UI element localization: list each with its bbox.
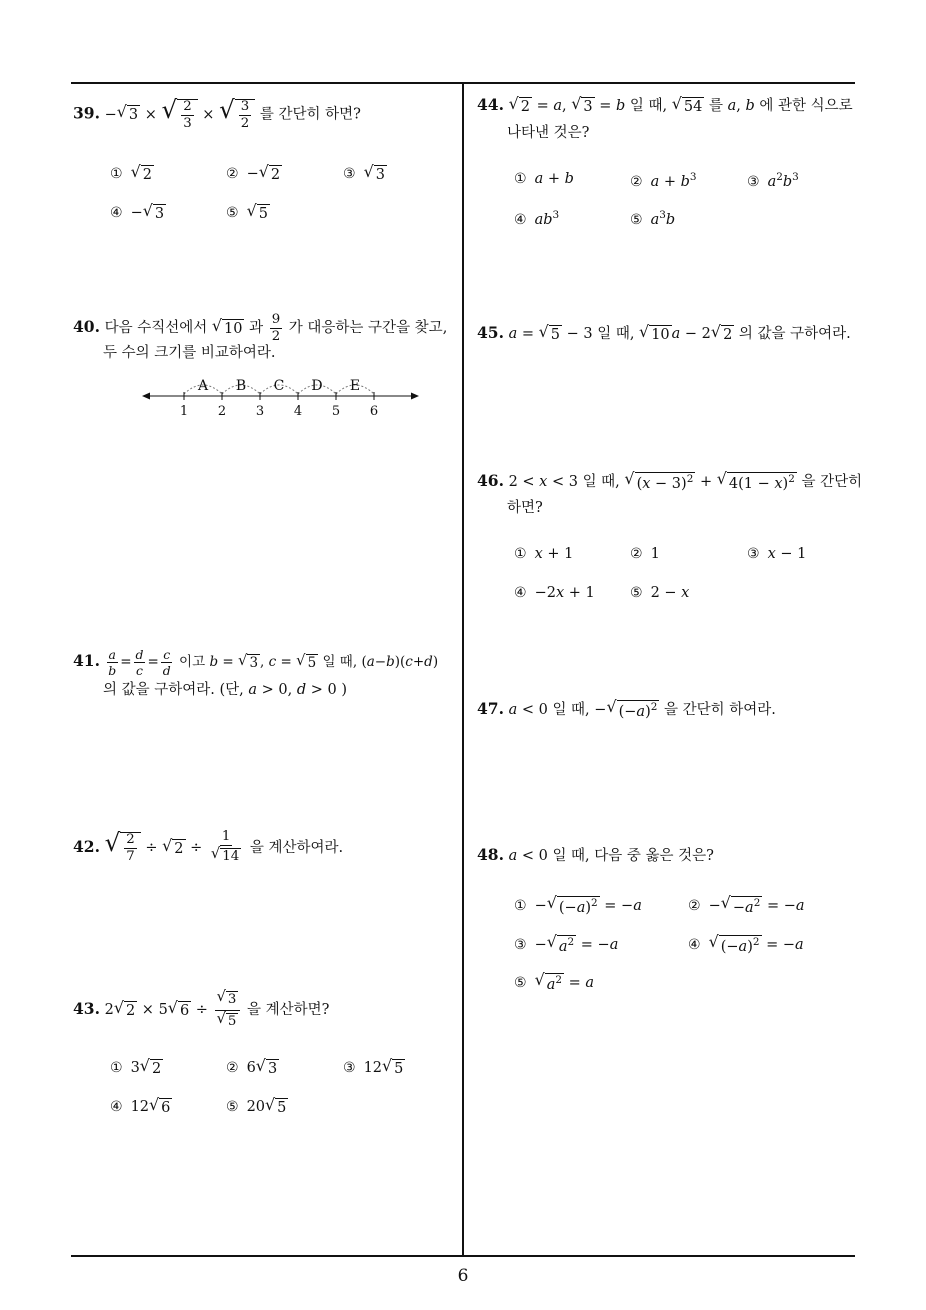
question-41-line2: 의 값을 구하여라. (단, a > 0, d > 0 ) [103, 682, 348, 698]
choice-4: ④ −2x + 1 [514, 585, 595, 601]
choice-1: ① 3 √ 2 [110, 1056, 162, 1077]
tick-label: 1 [179, 404, 189, 419]
question-number: 48. [477, 845, 504, 864]
choice-4: ④ $ab^3$ [514, 209, 560, 228]
question-41: 41. $\frac{a}{b}$ = $\frac{d}{c}$ = $\frac{c}{d}$ 이고 b = √ 3 , c = √ 5 일 때, (a−b)(c+d) [73, 646, 439, 678]
tick-label: 3 [255, 404, 265, 419]
choice-3: ③ √ 3 [343, 162, 385, 183]
choice-4: ④ 12 √ 6 [110, 1095, 171, 1116]
choice-1: ① √ 2 [110, 162, 152, 183]
question-number: 44. [477, 95, 504, 114]
choice-1: ① x + 1 [514, 546, 574, 562]
choice-3: ③ − √ $a^2$ = −a [514, 932, 619, 955]
question-number: 46. [477, 471, 504, 490]
interval-label-a: A [197, 378, 209, 394]
choice-3: ③ x − 1 [747, 546, 807, 562]
choice-3: ③ 12 √ 5 [343, 1056, 404, 1077]
interval-label-c: C [273, 378, 285, 394]
question-number: 45. [477, 323, 504, 342]
question-44: 44. √ 2 = a, √ 3 = b 일 때, √ 54 를 a, b 에 관한 식으로 [477, 93, 853, 115]
interval-label-d: D [311, 378, 323, 394]
tick-label: 6 [369, 404, 379, 419]
choice-5: ⑤ 2 − x [630, 585, 690, 601]
question-48: 48. a < 0 일 때, 다음 중 옳은 것은? [477, 845, 714, 864]
choice-5: ⑤ √ 5 [226, 201, 268, 222]
question-number: 43. [73, 999, 100, 1019]
question-text: 를 간단히 하면? [259, 106, 361, 123]
interval-label-e: E [349, 378, 361, 394]
choice-3: ③ $a^2b^3$ [747, 171, 799, 190]
tick-label: 4 [293, 404, 303, 419]
choice-1: ① a + b [514, 171, 574, 187]
question-46-line2: 하면? [507, 500, 543, 516]
choice-2: ② $a + b^3$ [630, 171, 697, 190]
choice-2: ② 1 [630, 546, 660, 562]
interval-label-b: B [235, 378, 247, 394]
choice-5: ⑤ 20 √ 5 [226, 1095, 287, 1116]
page-number: 6 [457, 1266, 469, 1286]
choice-4: ④ √ $(-a)^2$ = −a [688, 932, 804, 955]
question-40: 40. 다음 수직선에서 √ 10 과 $\frac{9}{2}$ 가 대응하는 구간을 찾고, [73, 311, 448, 344]
question-40-line2: 두 수의 크기를 비교하여라. [103, 345, 276, 361]
question-number: 47. [477, 699, 504, 718]
choice-2: ② 6 √ 3 [226, 1056, 278, 1077]
question-number: 41. [73, 651, 100, 670]
choice-1: ① − √ $(-a)^2$ = −a [514, 893, 642, 916]
question-47: 47. a < 0 일 때, − √ $(-a)^2$ 을 간단히 하여라. [477, 697, 776, 720]
choice-5: ⑤ $a^3b$ [630, 209, 676, 228]
question-42: 42. √ $\frac{2}{7}$ ÷ √ 2 ÷ 1 √ 14 을 계산하여라. [73, 828, 344, 865]
tick-label: 2 [217, 404, 227, 419]
question-number: 39. [73, 103, 100, 123]
question-46: 46. 2 < x < 3 일 때, √ $(x - 3)^2$ + √ $4(1 - x)^2$ 을 간단히 [477, 469, 863, 492]
question-number: 40. [73, 317, 100, 336]
choice-5: ⑤ √ $a^2$ = a [514, 970, 595, 993]
choice-2: ② − √ $-a^2$ = −a [688, 893, 805, 916]
question-39: 39. − √ 3 × √ $\frac{2}{3}$ × √ $\frac{3}{2}$ 를 간단히 하면? [73, 95, 361, 131]
choice-2: ② − √ 2 [226, 162, 281, 183]
number-line [140, 372, 425, 420]
tick-label: 5 [331, 404, 341, 419]
question-44-line2: 나타낸 것은? [507, 125, 590, 141]
question-43: 43. 2 √ 2 × 5 √ 6 ÷ √ 3 √ 5 을 계산하면? [73, 988, 330, 1029]
choice-4: ④ − √ 3 [110, 201, 165, 222]
question-number: 42. [73, 836, 100, 856]
column-divider [462, 82, 464, 1257]
question-45: 45. a = √ 5 − 3 일 때, √ 10 a − 2 √ 2 의 값을 구하여라. [477, 321, 851, 343]
